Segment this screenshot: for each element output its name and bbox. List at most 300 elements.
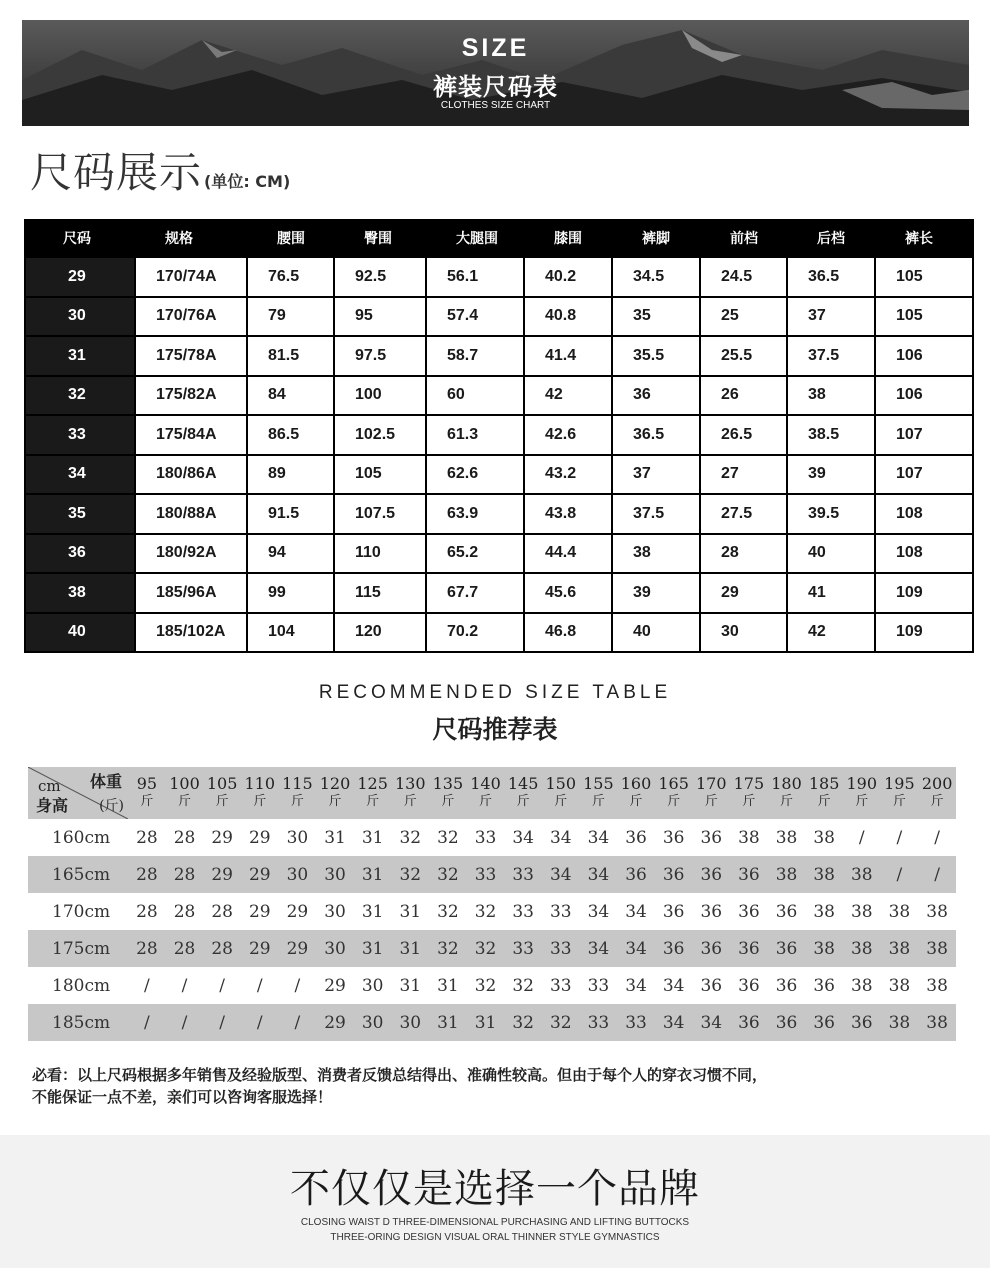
recommended-size-cell: 38 (805, 930, 843, 967)
measurement-cell: 37 (612, 455, 700, 495)
weight-unit: 斤 (328, 794, 342, 809)
measurement-cell: 107 (875, 415, 973, 455)
weight-value: 110 (244, 774, 276, 793)
recommended-size-cell: 29 (241, 856, 279, 893)
weight-col-header (354, 767, 392, 819)
corner-height-label: 身高 (36, 796, 69, 815)
measurement-cell: 65.2 (426, 534, 524, 574)
measurement-cell: 89 (247, 455, 334, 495)
size-col-header: 裤脚 (612, 219, 700, 257)
measurement-cell: 25 (700, 297, 787, 337)
measurement-cell: 170/76A (135, 297, 247, 337)
measurement-cell: 105 (875, 257, 973, 297)
measurement-cell: 39 (612, 573, 700, 613)
weight-value: 130 (395, 774, 426, 793)
measurement-cell: 180/88A (135, 494, 247, 534)
table-row (25, 336, 973, 376)
measurement-cell: 91.5 (247, 494, 334, 534)
table-row (25, 455, 973, 495)
recommended-size-cell: 38 (918, 930, 956, 967)
recommended-size-cell: 36 (700, 827, 723, 848)
weight-unit: 斤 (366, 794, 380, 809)
measurement-cell: 92.5 (334, 257, 426, 297)
weight-value: 105 (206, 774, 238, 793)
recommended-size-cell: 31 (429, 1004, 467, 1041)
recommended-size-cell: 33 (587, 975, 610, 996)
recommended-size-cell: 34 (662, 975, 685, 996)
measurement-cell: 175/84A (135, 415, 247, 455)
recommended-size-cell: 38 (888, 901, 911, 922)
recommended-size-cell: 29 (203, 856, 241, 893)
weight-value: 160 (620, 774, 652, 793)
corner-jin-label: (斤) (99, 798, 124, 814)
weight-col-header (279, 767, 317, 819)
measurement-cell: 62.6 (426, 455, 524, 495)
measurement-cell: 180/86A (135, 455, 247, 495)
size-col-header: 膝围 (524, 219, 612, 257)
recommended-table-header (28, 767, 956, 819)
table-row (25, 376, 973, 416)
measurement-cell: 175/82A (135, 376, 247, 416)
recommended-size-cell: 30 (391, 1004, 429, 1041)
recommended-size-cell: 32 (437, 901, 459, 922)
size-chart-table (24, 219, 974, 653)
recommended-size-cell: 30 (361, 975, 384, 996)
recommended-size-cell: 33 (580, 1004, 618, 1041)
weight-col-header (429, 767, 467, 819)
weight-value: 155 (583, 774, 614, 793)
recommended-size-cell: 34 (549, 827, 572, 848)
recommended-size-cell: 36 (768, 930, 806, 967)
recommended-size-cell: 38 (881, 930, 919, 967)
section-title (30, 140, 290, 200)
weight-unit: 斤 (817, 794, 831, 809)
weight-unit: 斤 (253, 794, 267, 809)
weight-col-header (391, 767, 429, 819)
measurement-cell: 109 (875, 613, 973, 653)
weight-col-header (692, 767, 730, 819)
size-cell: 35 (25, 494, 135, 534)
measurement-cell: 185/96A (135, 573, 247, 613)
section-unit: (单位: CM) (204, 172, 291, 191)
note-line-2: 不能保证一点不差，亲们可以咨询客服选择！ (32, 1088, 333, 1106)
footer-title: 不仅仅是选择一个品牌 (290, 1166, 700, 1212)
weight-unit: 斤 (290, 794, 304, 809)
recommended-size-cell: 34 (542, 856, 580, 893)
size-cell: 36 (25, 534, 135, 574)
weight-value: 125 (357, 774, 388, 793)
weight-unit: 斤 (403, 794, 417, 809)
weight-value: 190 (846, 774, 878, 793)
recommended-size-cell: 36 (730, 930, 768, 967)
recommended-size-cell: 34 (655, 1004, 693, 1041)
weight-col-header (580, 767, 618, 819)
height-cell: 185cm (28, 1004, 128, 1041)
recommended-size-cell: 36 (730, 856, 768, 893)
corner-cm-label: cm (38, 777, 61, 795)
recommended-size-cell: / (918, 856, 956, 893)
recommended-size-cell: / (128, 1004, 166, 1041)
recommended-size-cell: 28 (166, 856, 204, 893)
measurement-cell: 108 (875, 534, 973, 574)
recommended-size-cell: 36 (692, 930, 730, 967)
recommended-size-cell: / (181, 975, 188, 996)
height-cell: 175cm (28, 930, 128, 967)
recommended-size-cell: 32 (391, 856, 429, 893)
recommended-size-cell: 31 (437, 975, 459, 996)
table-row (28, 856, 956, 893)
measurement-cell: 61.3 (426, 415, 524, 455)
footer-section (0, 1135, 990, 1268)
note-line-1: 必看：以上尺码根据多年销售及经验版型、消费者反馈总结得出、准确性较高。但由于每个人的穿衣习惯不同， (32, 1066, 768, 1084)
measurement-cell: 109 (875, 573, 973, 613)
recommended-size-cell: 32 (429, 930, 467, 967)
size-table-header (25, 219, 973, 257)
size-cell: 33 (25, 415, 135, 455)
recommended-size-cell: 36 (692, 856, 730, 893)
weight-unit: 斤 (516, 794, 530, 809)
recommended-size-cell: 30 (279, 856, 317, 893)
recommended-size-cell: 36 (625, 827, 647, 848)
measurement-cell: 42.6 (524, 415, 612, 455)
measurement-cell: 42 (787, 613, 875, 653)
weight-value: 200 (921, 774, 953, 793)
weight-value: 170 (696, 774, 727, 793)
recommended-size-cell: 29 (241, 930, 279, 967)
recommended-size-cell: 34 (580, 930, 618, 967)
measurement-cell: 95 (334, 297, 426, 337)
measurement-cell: 24.5 (700, 257, 787, 297)
recommended-size-cell: / (294, 975, 301, 996)
recommended-size-cell: 32 (467, 930, 505, 967)
measurement-cell: 36.5 (612, 415, 700, 455)
recommended-size-cell: / (241, 1004, 279, 1041)
measurement-cell: 106 (875, 336, 973, 376)
weight-value: 180 (771, 774, 802, 793)
recommended-size-cell: 32 (504, 1004, 542, 1041)
measurement-cell: 81.5 (247, 336, 334, 376)
measurement-cell: 35 (612, 297, 700, 337)
table-row (25, 573, 973, 613)
weight-col-header (655, 767, 693, 819)
recommended-size-cell: 28 (203, 930, 241, 967)
recommended-size-cell: 33 (504, 930, 542, 967)
recommended-size-cell: 32 (429, 856, 467, 893)
measurement-cell: 67.7 (426, 573, 524, 613)
recommended-size-cell: 29 (324, 975, 346, 996)
recommended-size-cell: 28 (173, 827, 196, 848)
weight-col-header (542, 767, 580, 819)
banner-size-title: SIZE (461, 34, 530, 62)
measurement-cell: 57.4 (426, 297, 524, 337)
recommended-size-cell: 36 (655, 930, 693, 967)
recommended-size-cell: 31 (361, 901, 384, 922)
section-title-text: 尺码展示 (30, 148, 203, 197)
recommended-size-cell: 38 (850, 901, 873, 922)
recommended-size-cell: 30 (286, 827, 309, 848)
measurement-cell: 42 (524, 376, 612, 416)
recommended-size-cell: 38 (888, 975, 911, 996)
weight-value: 185 (808, 774, 840, 793)
recommended-size-cell: 34 (580, 856, 618, 893)
weight-col-header (768, 767, 806, 819)
table-row (25, 257, 973, 297)
measurement-cell: 36 (612, 376, 700, 416)
weight-unit: 斤 (667, 794, 681, 809)
recommended-size-cell: 33 (504, 856, 542, 893)
footer-line-2: THREE-ORING DESIGN VISUAL ORAL THINNER STYLE GYMNASTICS (330, 1232, 660, 1243)
recommended-size-cell: 28 (128, 856, 166, 893)
table-row (25, 297, 973, 337)
measurement-cell: 104 (247, 613, 334, 653)
recommended-size-cell: 34 (617, 930, 655, 967)
weight-unit: 斤 (479, 794, 493, 809)
measurement-cell: 29 (700, 573, 787, 613)
weight-value: 140 (470, 774, 501, 793)
recommended-size-cell: / (166, 1004, 204, 1041)
recommended-size-cell: 36 (700, 975, 723, 996)
recommended-size-cell: 38 (813, 827, 835, 848)
size-cell: 32 (25, 376, 135, 416)
recommended-size-cell: 29 (279, 930, 317, 967)
measurement-cell: 37.5 (612, 494, 700, 534)
weight-value: 145 (507, 774, 539, 793)
measurement-cell: 100 (334, 376, 426, 416)
measurement-cell: 76.5 (247, 257, 334, 297)
recommended-size-cell: 31 (391, 930, 429, 967)
recommended-size-cell: 33 (467, 856, 505, 893)
height-cell: 165cm (28, 856, 128, 893)
recommended-size-cell: 29 (286, 901, 309, 922)
measurement-cell: 94 (247, 534, 334, 574)
table-row (28, 967, 956, 1004)
recommended-size-cell: 32 (512, 975, 534, 996)
recommended-size-cell: 38 (843, 856, 881, 893)
measurement-cell: 107.5 (334, 494, 426, 534)
weight-unit: 斤 (855, 794, 869, 809)
recommended-size-cell: 32 (474, 901, 497, 922)
measurement-cell: 36.5 (787, 257, 875, 297)
height-cell: 160cm (52, 827, 111, 848)
recommended-size-cell: 38 (768, 856, 806, 893)
recommended-size-cell: 38 (805, 856, 843, 893)
recommended-size-cell: 36 (775, 975, 798, 996)
measurement-cell: 25.5 (700, 336, 787, 376)
table-corner-cell (28, 767, 128, 819)
weight-col-header (805, 767, 843, 819)
measurement-cell: 108 (875, 494, 973, 534)
weight-value: 100 (169, 774, 200, 793)
measurement-cell: 105 (334, 455, 426, 495)
measurement-cell: 185/102A (135, 613, 247, 653)
recommended-size-cell: 33 (474, 827, 497, 848)
weight-unit: 斤 (554, 794, 568, 809)
size-col-header: 前档 (700, 219, 787, 257)
recommended-title-en: RECOMMENDED SIZE TABLE (318, 682, 672, 703)
recommended-size-cell: 34 (692, 1004, 730, 1041)
recommended-size-cell: / (896, 827, 903, 848)
recommended-size-cell: 31 (399, 901, 422, 922)
measurement-cell: 39.5 (787, 494, 875, 534)
recommended-size-cell: 31 (324, 827, 346, 848)
recommended-size-cell: 28 (211, 901, 233, 922)
weight-unit: 斤 (930, 794, 944, 809)
weight-unit: 斤 (704, 794, 718, 809)
recommended-size-cell: 36 (813, 975, 835, 996)
recommended-size-cell: 29 (248, 901, 271, 922)
recommended-size-cell: 36 (843, 1004, 881, 1041)
measurement-cell: 41.4 (524, 336, 612, 376)
size-col-header: 臀围 (334, 219, 426, 257)
weight-unit: 斤 (780, 794, 794, 809)
table-row (28, 1004, 956, 1041)
weight-col-header (617, 767, 655, 819)
corner-weight-label: 体重 (89, 772, 122, 791)
recommended-size-cell: 34 (587, 827, 610, 848)
measurement-cell: 70.2 (426, 613, 524, 653)
weight-col-header (881, 767, 919, 819)
recommended-title-cn: 尺码推荐表 (432, 715, 558, 744)
measurement-cell: 115 (334, 573, 426, 613)
height-cell: 170cm (52, 901, 111, 922)
weight-unit: 斤 (215, 794, 229, 809)
recommended-size-cell: 36 (768, 1004, 806, 1041)
recommended-size-cell: 30 (354, 1004, 392, 1041)
measurement-cell: 30 (700, 613, 787, 653)
recommended-size-cell: 36 (617, 856, 655, 893)
weight-value: 150 (545, 774, 577, 793)
recommended-size-cell: 34 (625, 901, 647, 922)
measurement-cell: 44.4 (524, 534, 612, 574)
recommended-size-cell: 38 (926, 901, 948, 922)
table-row (28, 893, 956, 930)
recommended-size-cell: 38 (775, 827, 798, 848)
weight-col-header (843, 767, 881, 819)
recommended-size-cell: 34 (587, 901, 610, 922)
recommended-size-cell: 32 (542, 1004, 580, 1041)
recommended-size-cell: 31 (361, 827, 384, 848)
table-row (25, 494, 973, 534)
table-row (25, 534, 973, 574)
recommended-size-cell: 33 (617, 1004, 655, 1041)
weight-unit: 斤 (629, 794, 643, 809)
table-row (28, 930, 956, 967)
size-cell: 40 (25, 613, 135, 653)
measurement-cell: 45.6 (524, 573, 612, 613)
recommended-size-cell: 33 (549, 975, 572, 996)
measurement-cell: 43.2 (524, 455, 612, 495)
measurement-cell: 180/92A (135, 534, 247, 574)
weight-col-header (918, 767, 956, 819)
measurement-cell: 60 (426, 376, 524, 416)
recommended-size-cell: 36 (730, 1004, 768, 1041)
recommended-size-cell: 36 (738, 901, 760, 922)
recommended-size-cell: 36 (700, 901, 723, 922)
measurement-cell: 63.9 (426, 494, 524, 534)
measurement-cell: 26.5 (700, 415, 787, 455)
recommended-size-cell: 38 (926, 975, 948, 996)
table-row (25, 613, 973, 653)
measurement-cell: 43.8 (524, 494, 612, 534)
measurement-cell: 175/78A (135, 336, 247, 376)
recommended-size-cell: 36 (775, 901, 798, 922)
footer-line-1: CLOSING WAIST D THREE-DIMENSIONAL PURCHASING AND LIFTING BUTTOCKS (300, 1217, 690, 1228)
recommended-size-cell: / (881, 856, 919, 893)
recommended-size-cell: 33 (512, 901, 534, 922)
measurement-cell: 99 (247, 573, 334, 613)
measurement-cell: 38 (787, 376, 875, 416)
recommended-size-cell: 31 (354, 856, 392, 893)
recommended-size-cell: 36 (662, 901, 685, 922)
recommended-size-cell: 36 (662, 827, 685, 848)
recommended-size-cell: 28 (173, 901, 196, 922)
weight-col-header (730, 767, 768, 819)
weight-unit: 斤 (140, 794, 154, 809)
measurement-cell: 28 (700, 534, 787, 574)
measurement-cell: 56.1 (426, 257, 524, 297)
recommended-size-cell: 36 (738, 975, 760, 996)
measurement-cell: 27.5 (700, 494, 787, 534)
size-col-header: 腰围 (247, 219, 334, 257)
measurement-cell: 84 (247, 376, 334, 416)
recommended-size-cell: / (256, 975, 263, 996)
measurement-cell: 102.5 (334, 415, 426, 455)
recommended-size-cell: 30 (316, 856, 354, 893)
measurement-cell: 40.2 (524, 257, 612, 297)
recommended-size-cell: 34 (512, 827, 534, 848)
measurement-cell: 170/74A (135, 257, 247, 297)
recommended-size-cell: 33 (542, 930, 580, 967)
size-col-header: 后档 (787, 219, 875, 257)
recommended-size-cell: 32 (474, 975, 497, 996)
measurement-cell: 40.8 (524, 297, 612, 337)
recommended-size-cell: 28 (166, 930, 204, 967)
weight-value: 165 (658, 774, 689, 793)
weight-unit: 斤 (742, 794, 756, 809)
size-cell: 38 (25, 573, 135, 613)
recommended-size-cell: 31 (467, 1004, 505, 1041)
size-cell: 31 (25, 336, 135, 376)
measurement-cell: 40 (787, 534, 875, 574)
weight-unit: 斤 (892, 794, 906, 809)
banner-cn-title: 裤装尺码表 (433, 73, 558, 101)
recommended-size-cell: 30 (324, 901, 346, 922)
recommended-size-cell: / (203, 1004, 241, 1041)
size-col-header: 裤长 (875, 219, 973, 257)
measurement-cell: 58.7 (426, 336, 524, 376)
measurement-cell: 34.5 (612, 257, 700, 297)
measurement-cell: 37.5 (787, 336, 875, 376)
weight-col-header (316, 767, 354, 819)
recommended-size-cell: 38 (843, 930, 881, 967)
recommended-size-cell: 36 (805, 1004, 843, 1041)
recommended-size-cell: / (934, 827, 940, 848)
measurement-cell: 110 (334, 534, 426, 574)
size-note (32, 1064, 962, 1108)
recommended-size-cell: / (858, 827, 865, 848)
size-col-header: 尺码 (25, 219, 135, 257)
size-cell: 29 (25, 257, 135, 297)
weight-col-header (166, 767, 204, 819)
weight-value: 195 (884, 774, 915, 793)
banner-subtitle: CLOTHES SIZE CHART (440, 100, 551, 111)
recommended-size-cell: 38 (881, 1004, 919, 1041)
recommended-size-cell: / (144, 975, 150, 996)
weight-col-header (241, 767, 279, 819)
recommended-size-cell: 31 (399, 975, 422, 996)
recommended-size-cell: 28 (136, 827, 158, 848)
recommended-size-cell: 28 (128, 930, 166, 967)
